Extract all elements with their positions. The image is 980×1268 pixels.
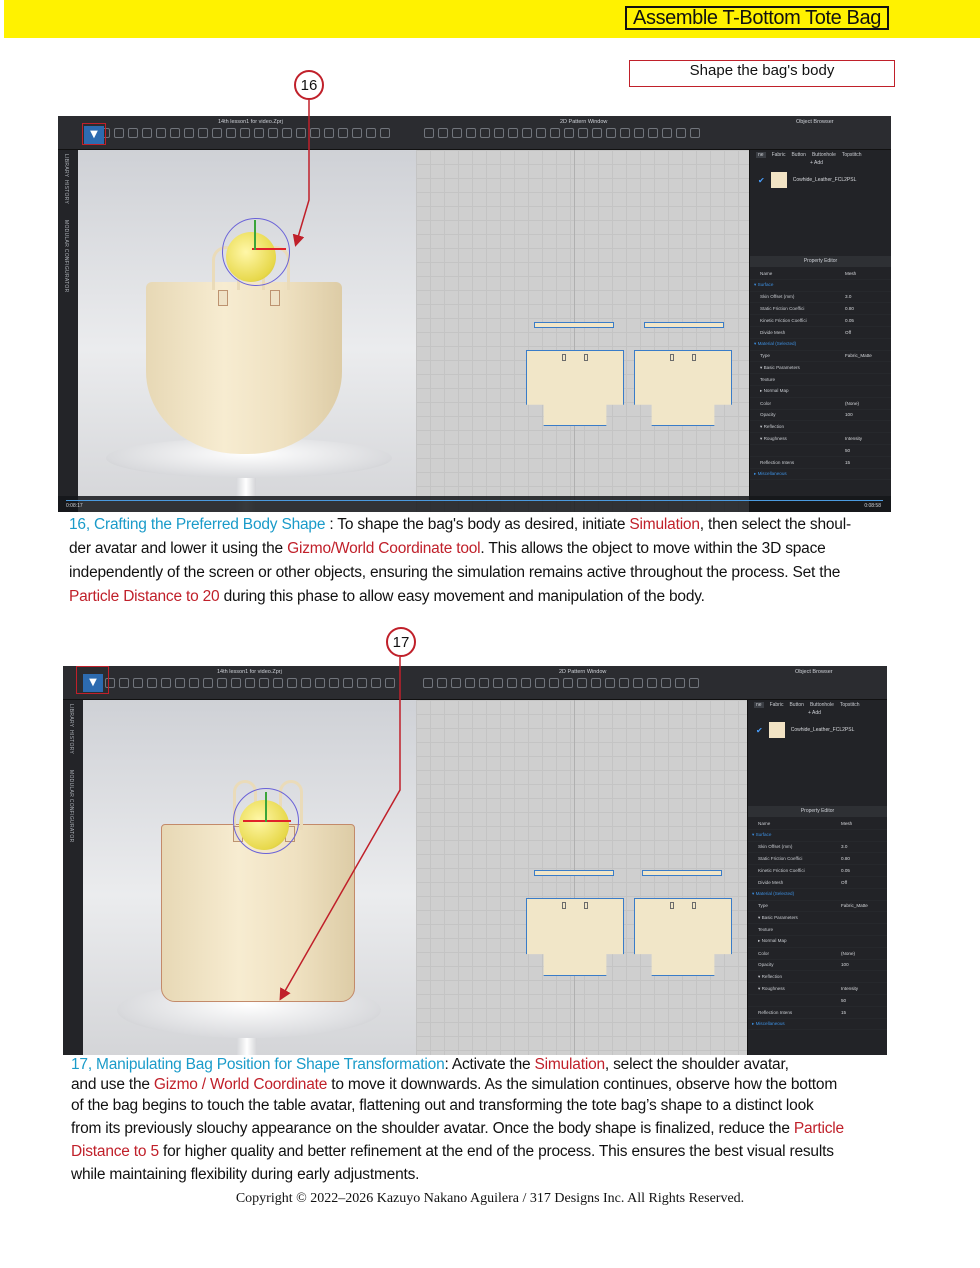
- property-name: Kinetic Friction Coeffici: [758, 868, 805, 874]
- rail-library[interactable]: LIBRARY: [68, 704, 74, 728]
- property-row[interactable]: [750, 398, 891, 410]
- tab-fabric[interactable]: Fabric: [769, 702, 784, 708]
- property-row[interactable]: [750, 386, 891, 398]
- property-row[interactable]: [748, 924, 887, 936]
- toolbar-3d-icons[interactable]: [91, 678, 395, 692]
- property-name: Divide Mesh: [758, 879, 784, 885]
- property-row[interactable]: [750, 469, 891, 481]
- property-value[interactable]: Off: [845, 329, 852, 335]
- tab-button[interactable]: Button: [789, 702, 804, 708]
- property-row[interactable]: [748, 901, 887, 913]
- property-value[interactable]: Intensity: [845, 436, 863, 442]
- tab-fabric[interactable]: Fabric: [771, 152, 786, 158]
- step-17-text: to move it downwards. As the simulation continues, observe how the bottom: [327, 1076, 838, 1093]
- property-value[interactable]: 0.05: [845, 318, 854, 324]
- property-row[interactable]: [750, 410, 891, 422]
- step-16-text: independently of the screen or other objects, ensuring the simulation remains active throughout the process. Set the: [69, 564, 841, 581]
- property-value[interactable]: 15: [841, 1009, 847, 1015]
- step-17-text: and use the: [71, 1076, 154, 1093]
- property-row[interactable]: [748, 842, 887, 854]
- property-name: ▸ Normal Map: [758, 938, 787, 944]
- property-row[interactable]: [748, 830, 887, 842]
- step-17-text: for higher quality and better refinement at the end of the process. This ensures the best visual results: [158, 1143, 834, 1160]
- property-value[interactable]: 50: [845, 447, 851, 453]
- step-17-text: , select the shoulder avatar,: [604, 1056, 789, 1073]
- property-value[interactable]: Mesh: [845, 270, 857, 276]
- property-name: ▾ Material (Selected): [752, 891, 795, 897]
- property-editor[interactable]: [750, 268, 891, 480]
- property-name: ▾ Roughness: [758, 985, 785, 991]
- object-browser-panel: [749, 150, 891, 512]
- tab-topstitch[interactable]: Topstitch: [841, 152, 862, 158]
- property-row[interactable]: [748, 936, 887, 948]
- step-16-caption: [69, 513, 889, 609]
- property-name: Type: [760, 353, 770, 359]
- step-16-text: der avatar and lower it using the: [69, 540, 288, 557]
- property-row[interactable]: [750, 457, 891, 469]
- property-name: Color: [758, 950, 769, 956]
- tab-button[interactable]: Button: [791, 152, 806, 158]
- time-end: 0:08:58: [864, 503, 881, 509]
- property-value[interactable]: 0.80: [841, 856, 850, 862]
- property-row[interactable]: [750, 280, 891, 292]
- step-marker-16: 16: [294, 70, 324, 100]
- add-fabric-button[interactable]: + Add: [808, 710, 821, 716]
- 3d-viewport[interactable]: [83, 700, 416, 1055]
- tab-ne[interactable]: ne: [758, 152, 764, 158]
- fabric-name: Cowhide_Leather_FCL2PSL: [790, 727, 855, 733]
- property-name: Reflection Intens: [760, 459, 795, 465]
- rail-modular[interactable]: MODULAR CONFIGURATOR: [68, 770, 74, 843]
- property-row[interactable]: [748, 912, 887, 924]
- property-row[interactable]: [750, 374, 891, 386]
- term-particle-distance: Particle Distance to 20: [69, 588, 220, 605]
- property-value[interactable]: Fabric_Matte: [841, 903, 868, 909]
- property-row[interactable]: [748, 877, 887, 889]
- step-17-text: of the bag begins to touch the table avatar, flattening out and transforming the tote bag’s shape to a distinct look: [71, 1097, 814, 1114]
- pattern-piece-back[interactable]: [634, 898, 732, 976]
- pattern-strip[interactable]: [534, 870, 614, 876]
- property-editor[interactable]: [748, 818, 887, 1030]
- step-16-text: , then select the shoul-: [699, 516, 851, 533]
- property-name: ▸ Miscellaneous: [754, 470, 787, 476]
- property-name: Name: [760, 270, 773, 276]
- toolbar-2d-icons[interactable]: [424, 128, 700, 142]
- step-17-text: from its previously slouchy appearance on the shoulder avatar. Once the body shape is finalized, reduce the: [71, 1120, 794, 1137]
- property-row[interactable]: [748, 865, 887, 877]
- file-title: 14th lesson1 for video.Zprj: [217, 669, 282, 675]
- fabric-swatch: [771, 172, 787, 188]
- property-row[interactable]: [748, 1007, 887, 1019]
- step-16-text: during this phase to allow easy movement and manipulation of the body.: [219, 588, 705, 605]
- fabric-name: Cowhide_Leather_FCL2PSL: [792, 177, 857, 183]
- property-row[interactable]: [750, 339, 891, 351]
- term-gizmo: Gizmo / World Coordinate: [153, 1076, 328, 1093]
- pattern-strip[interactable]: [642, 870, 722, 876]
- toolbar-3d-icons[interactable]: [86, 128, 390, 142]
- property-value[interactable]: 0.05: [841, 868, 850, 874]
- property-row[interactable]: [750, 303, 891, 315]
- property-row[interactable]: [750, 351, 891, 363]
- simulation-icon[interactable]: ▼: [84, 126, 104, 144]
- property-value[interactable]: Fabric_Matte: [845, 353, 872, 359]
- page-title: Assemble T-Bottom Tote Bag: [625, 6, 889, 30]
- property-editor-title: Property Editor: [750, 256, 891, 267]
- property-name: Reflection Intens: [758, 1009, 793, 1015]
- property-name: ▾ Reflection: [760, 423, 785, 429]
- property-name: ▾ Reflection: [758, 973, 783, 979]
- property-row[interactable]: [750, 421, 891, 433]
- property-name: ▾ Material (Selected): [754, 341, 797, 347]
- property-row[interactable]: [748, 948, 887, 960]
- tab-ne[interactable]: ne: [756, 702, 762, 708]
- property-name: ▾ Surface: [752, 832, 772, 838]
- section-subtitle: Shape the bag's body: [629, 60, 895, 87]
- property-value[interactable]: 0.80: [845, 306, 854, 312]
- object-browser-title: Object Browser: [796, 119, 834, 125]
- term-simulation: Simulation: [534, 1056, 605, 1073]
- term-simulation: Simulation: [629, 516, 700, 533]
- pattern-window-title: 2D Pattern Window: [559, 669, 607, 675]
- property-name: ▾ Basic Parameters: [758, 914, 798, 920]
- property-editor-title: Property Editor: [748, 806, 887, 817]
- step-16-text: : To shape the bag's body as desired, initiate: [325, 516, 630, 533]
- property-row[interactable]: [748, 960, 887, 972]
- property-value[interactable]: Off: [841, 879, 848, 885]
- check-icon: ✔: [756, 725, 763, 735]
- property-row[interactable]: [748, 995, 887, 1007]
- property-name: Static Friction Coeffici: [758, 856, 803, 862]
- property-row[interactable]: [750, 268, 891, 280]
- file-title: 14th lesson1 for video.Zprj: [218, 119, 283, 125]
- property-name: ▸ Miscellaneous: [752, 1020, 785, 1026]
- toolbar-2d-icons[interactable]: [423, 678, 699, 692]
- property-row[interactable]: [750, 362, 891, 374]
- pattern-piece-front[interactable]: [526, 898, 624, 976]
- property-value[interactable]: Intensity: [841, 986, 859, 992]
- property-row[interactable]: [748, 853, 887, 865]
- term-gizmo: Gizmo/World Coordinate tool: [287, 540, 481, 557]
- property-name: ▾ Basic Parameters: [760, 364, 800, 370]
- fabric-list-item[interactable]: [750, 166, 891, 194]
- property-name: ▾ Surface: [754, 282, 774, 288]
- property-name: Name: [758, 820, 771, 826]
- step-17-heading: 17, Manipulating Bag Position for Shape Transformation: [71, 1056, 445, 1073]
- step-marker-17: 17: [386, 627, 416, 657]
- copyright: Copyright © 2022–2026 Kazuyo Nakano Aguilera / 317 Designs Inc. All Rights Reserved.: [235, 1191, 745, 1206]
- video-timebar[interactable]: [58, 496, 891, 512]
- 2d-pattern-window[interactable]: [416, 700, 747, 1055]
- step-17-caption: [71, 1055, 886, 1186]
- property-value[interactable]: (None): [841, 950, 856, 956]
- object-browser-panel: [747, 700, 887, 1055]
- term-particle-a: Particle: [793, 1120, 844, 1137]
- property-value[interactable]: (None): [845, 400, 860, 406]
- property-name: ▸ Normal Map: [760, 388, 789, 394]
- step-16-text: . This allows the object to move within the 3D space: [480, 540, 826, 557]
- property-name: Type: [758, 903, 768, 909]
- property-value[interactable]: 15: [845, 459, 851, 465]
- property-row[interactable]: [750, 315, 891, 327]
- property-row[interactable]: [748, 889, 887, 901]
- 2d-pattern-window[interactable]: [416, 150, 749, 512]
- property-name: Static Friction Coeffici: [760, 306, 805, 312]
- pattern-strip[interactable]: [534, 322, 614, 328]
- highlight-simulation: [82, 123, 106, 145]
- left-rail: [63, 700, 83, 1055]
- check-icon: ✔: [758, 175, 765, 185]
- rail-history[interactable]: HISTORY: [68, 730, 74, 755]
- simulation-icon[interactable]: ▼: [83, 674, 103, 692]
- screenshot-step-17: [63, 666, 887, 1055]
- pattern-strip[interactable]: [644, 322, 724, 328]
- property-row[interactable]: [748, 983, 887, 995]
- property-row[interactable]: [750, 292, 891, 304]
- property-value[interactable]: Mesh: [841, 820, 853, 826]
- property-name: Texture: [760, 377, 776, 383]
- property-name: Texture: [758, 927, 774, 933]
- rail-library[interactable]: LIBRARY: [63, 154, 69, 178]
- object-browser-tabs[interactable]: [750, 150, 891, 160]
- pattern-piece-front[interactable]: [526, 350, 624, 426]
- left-rail: [58, 150, 78, 512]
- property-row[interactable]: [750, 433, 891, 445]
- step-17-text: while maintaining flexibility during early adjustments.: [71, 1166, 420, 1183]
- screenshot-step-16: [58, 116, 891, 512]
- property-row[interactable]: [750, 327, 891, 339]
- property-value[interactable]: 3.0: [845, 294, 852, 300]
- tab-topstitch[interactable]: Topstitch: [839, 702, 860, 708]
- property-row[interactable]: [748, 971, 887, 983]
- property-value[interactable]: 100: [841, 962, 849, 968]
- time-start: 0:08:17: [66, 503, 83, 509]
- property-name: Opacity: [760, 412, 776, 418]
- property-name: Opacity: [758, 962, 774, 968]
- property-value[interactable]: 100: [845, 412, 853, 418]
- fabric-list-item[interactable]: [748, 716, 887, 744]
- add-fabric-button[interactable]: + Add: [810, 160, 823, 166]
- rail-modular[interactable]: MODULAR CONFIGURATOR: [63, 220, 69, 293]
- tab-buttonhole[interactable]: Buttonhole: [811, 152, 836, 158]
- term-particle-b: Distance to 5: [71, 1143, 159, 1160]
- pattern-piece-back[interactable]: [634, 350, 732, 426]
- property-name: Skin Offset (mm): [760, 294, 795, 300]
- 3d-viewport[interactable]: [78, 150, 416, 512]
- property-row[interactable]: [750, 445, 891, 457]
- property-name: Divide Mesh: [760, 329, 786, 335]
- object-browser-title: Object Browser: [795, 669, 833, 675]
- property-row[interactable]: [748, 1019, 887, 1031]
- property-value[interactable]: 3.0: [841, 844, 848, 850]
- property-name: Kinetic Friction Coeffici: [760, 318, 807, 324]
- property-name: Color: [760, 400, 771, 406]
- pattern-window-title: 2D Pattern Window: [560, 119, 608, 125]
- object-browser-tabs[interactable]: [748, 700, 887, 710]
- app-toolbar: [63, 666, 887, 700]
- property-name: ▾ Roughness: [760, 435, 787, 441]
- property-value[interactable]: 50: [841, 997, 847, 1003]
- gizmo-ring[interactable]: [222, 218, 290, 286]
- step-17-text: : Activate the: [444, 1056, 535, 1073]
- app-toolbar: [58, 116, 891, 150]
- rail-history[interactable]: HISTORY: [63, 180, 69, 205]
- tab-buttonhole[interactable]: Buttonhole: [809, 702, 834, 708]
- property-row[interactable]: [748, 818, 887, 830]
- highlight-simulation: [76, 666, 109, 694]
- property-name: Skin Offset (mm): [758, 844, 793, 850]
- fabric-swatch: [769, 722, 785, 738]
- tote-bag: [146, 282, 342, 454]
- step-16-heading: 16, Crafting the Preferred Body Shape: [69, 516, 326, 533]
